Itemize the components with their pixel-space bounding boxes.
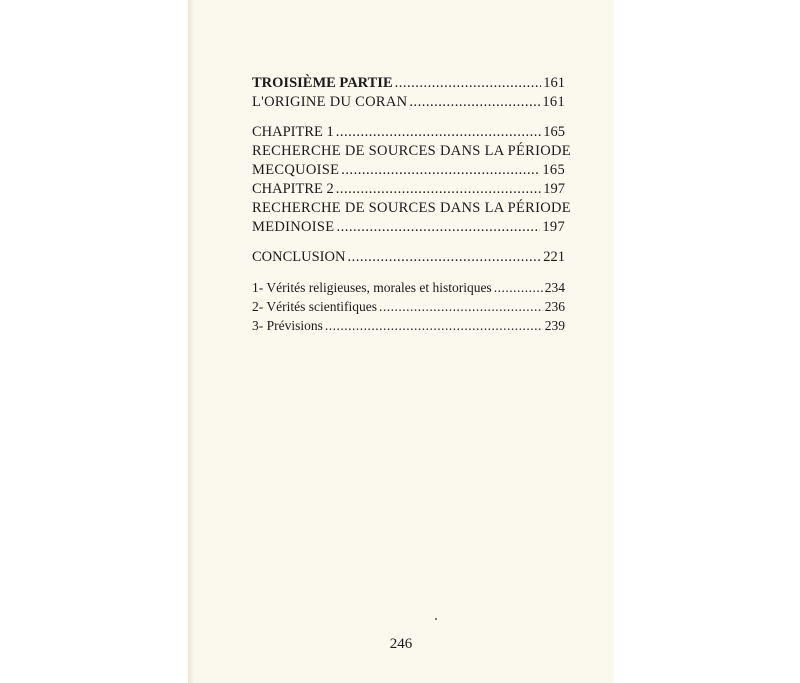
toc-entry-page: 236 xyxy=(544,299,565,314)
toc-entry-page: 221 xyxy=(543,249,565,265)
toc-entry-title: TROISIÈME PARTIE xyxy=(252,75,393,91)
toc-entry-page: 165 xyxy=(542,162,565,178)
leader-dots xyxy=(409,93,540,112)
paper-speck xyxy=(435,618,437,620)
toc-entry-title: 2- Vérités scientifiques xyxy=(252,299,377,314)
leader-dots xyxy=(336,123,541,142)
toc-entry-title: L'ORIGINE DU CORAN xyxy=(252,94,408,110)
toc-entry-conclusion xyxy=(252,248,565,267)
toc-entry-title: CHAPITRE 1 xyxy=(252,124,334,140)
toc-entry-troisieme-partie xyxy=(252,74,565,93)
toc-entry-page: 234 xyxy=(544,280,565,295)
toc-entry-line: RECHERCHE DE SOURCES DANS LA PÉRIODE xyxy=(252,200,571,216)
toc-entry-title: CHAPITRE 2 xyxy=(252,181,334,197)
leader-dots xyxy=(494,278,543,297)
page-number: 246 xyxy=(389,636,413,652)
toc-entry-page: 239 xyxy=(544,318,565,333)
toc-entry-verites-religieuses xyxy=(252,278,565,297)
toc-entry-title: MEDINOISE xyxy=(252,219,335,235)
leader-dots xyxy=(336,180,541,199)
table-of-contents xyxy=(252,74,571,335)
toc-entry-title: 1- Vérités religieuses, morales et historiques xyxy=(252,280,492,295)
leader-dots xyxy=(379,297,543,316)
toc-entry-page: 161 xyxy=(542,94,565,110)
toc-entry-verites-scientifiques xyxy=(252,297,565,316)
toc-entry-mecquoise xyxy=(252,161,565,180)
toc-entry-chapitre-2 xyxy=(252,180,565,199)
leader-dots xyxy=(395,74,542,93)
toc-entry-title: CONCLUSION xyxy=(252,249,346,265)
toc-entry-page: 197 xyxy=(542,219,565,235)
toc-entry-page: 197 xyxy=(543,181,565,197)
toc-entry-page: 161 xyxy=(543,75,565,91)
leader-dots xyxy=(341,161,540,180)
toc-entry-origine-du-coran xyxy=(252,93,565,112)
toc-entry-previsions xyxy=(252,316,565,335)
book-page xyxy=(188,0,614,683)
toc-entry-line: RECHERCHE DE SOURCES DANS LA PÉRIODE xyxy=(252,143,571,159)
leader-dots xyxy=(347,248,541,267)
leader-dots xyxy=(325,316,543,335)
toc-entry-title: 3- Prévisions xyxy=(252,318,323,333)
toc-entry-medinoise xyxy=(252,218,565,237)
toc-entry-title: MECQUOISE xyxy=(252,162,340,178)
toc-entry-page: 165 xyxy=(543,124,565,140)
leader-dots xyxy=(336,218,540,237)
toc-entry-chapitre-1 xyxy=(252,123,565,142)
